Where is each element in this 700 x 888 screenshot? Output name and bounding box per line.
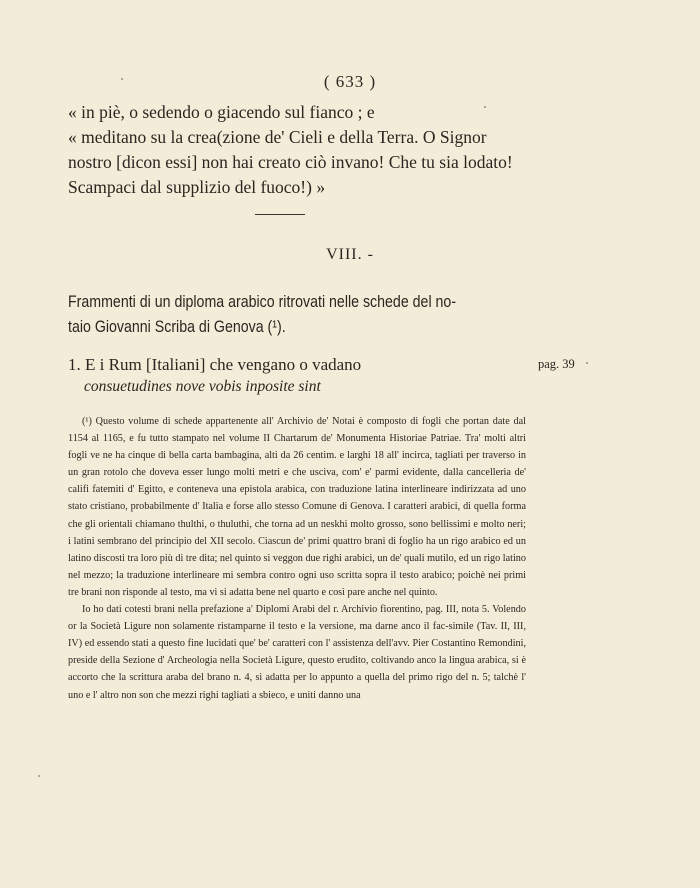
footnote-paragraph: (¹) Questo volume di schede appartenente all' Archivio de' Notai è composto di fogli che portan date dal 1154 al 1165, e fu tutto stampato nel volume II Chartarum de' Monumenta Historiae Patriae. Tra' molti altri fogli ve ne ha cinque di bella carta bambagina, alti da 26 centim. e larghi 18 all' incirca, tagliati per traverso in un gran rotolo che doveva esser lungo molti metri e che usciva, com' e' parmi evidente, dalla cancelleria de' califi fatemiti d' Egitto, e conteneva una epistola arabica, con traduzione latina interlineare indirizzata ad uno stato cristiano, probabilmente d' Italia e forse allo stesso Comune di Genova. I caratteri arabici, di quella forma che gli orientali chiamano thulthi, o thuluthi, che torna ad un neskhi molto grosso, sono bellissimi e molto neri; i latini sembrano del principio del XII secolo. Ciascun de' primi quattro brani di foglio ha un rigo arabico ed un latino discosti tra loro più di tre dita; nel quinto si veggon due righi arabici, un de' quali mutilo, ed un rigo latino nel mezzo; la traduzione interlineare mi sembra contro ogni uso scritta sopra il testo arabico; poichè nei primi tre brani non risponde al testo, ma vi si adatta bene nel quarto e così pare anche nel quinto. — [68, 416, 526, 598]
speck — [38, 775, 40, 777]
section-heading — [68, 290, 539, 340]
page-reference: pag. 39 — [538, 357, 575, 371]
section-divider — [255, 214, 305, 215]
speck — [121, 78, 123, 80]
fragment-line: 1. E i Rum [Italiani] che vengano o vadano — [68, 355, 362, 374]
footnote-paragraph: Io ho dati cotesti brani nella prefazione a' Diplomi Arabi del r. Archivio fiorentino, pag. III, nota 5. Volendo or la Società Ligure non solamente ristamparne il testo e la versione, ma darne anco il fac-simile (Tav. II, III, IV) ed essendo stati a questo fine lucidati que' be' caratteri con l' assistenza dell'avv. Pier Costantino Remondini, preside della Sezione d' Archeologia nella Società Ligure, questo erudito, coltivando anco la lingua arabica, si è accorto che la scrittura araba del brano n. 4, si adatta per lo appunto a quella del primo rigo del n. 5; talchè l' uno e l' altro non son che mezzi righi tagliati a sbieco, e uniti danno una — [68, 604, 526, 701]
footnote — [68, 413, 526, 704]
quote-line: nostro [dicon essi] non hai creato ciò invano! Che tu sia lodato! — [68, 152, 513, 172]
speck — [484, 106, 486, 108]
speck — [586, 362, 588, 364]
heading-line: Frammenti di un diploma arabico ritrovati nelle schede del no- — [68, 293, 457, 311]
page-number: ( 633 ) — [323, 72, 377, 91]
quote-line: Scampaci dal supplizio del fuoco!) » — [68, 177, 326, 197]
heading-line: taio Giovanni Scriba di Genova (¹). — [68, 318, 286, 336]
quote-line: « in piè, o sedendo o giacendo sul fianco ; e — [68, 102, 375, 122]
section-number: VIII. - — [326, 246, 374, 263]
fragment-latin: consuetudines nove vobis inposite sint — [84, 378, 321, 395]
quote-line: « meditano su la crea(zione de' Cieli e della Terra. O Signor — [68, 127, 487, 147]
quote-block — [68, 100, 538, 200]
